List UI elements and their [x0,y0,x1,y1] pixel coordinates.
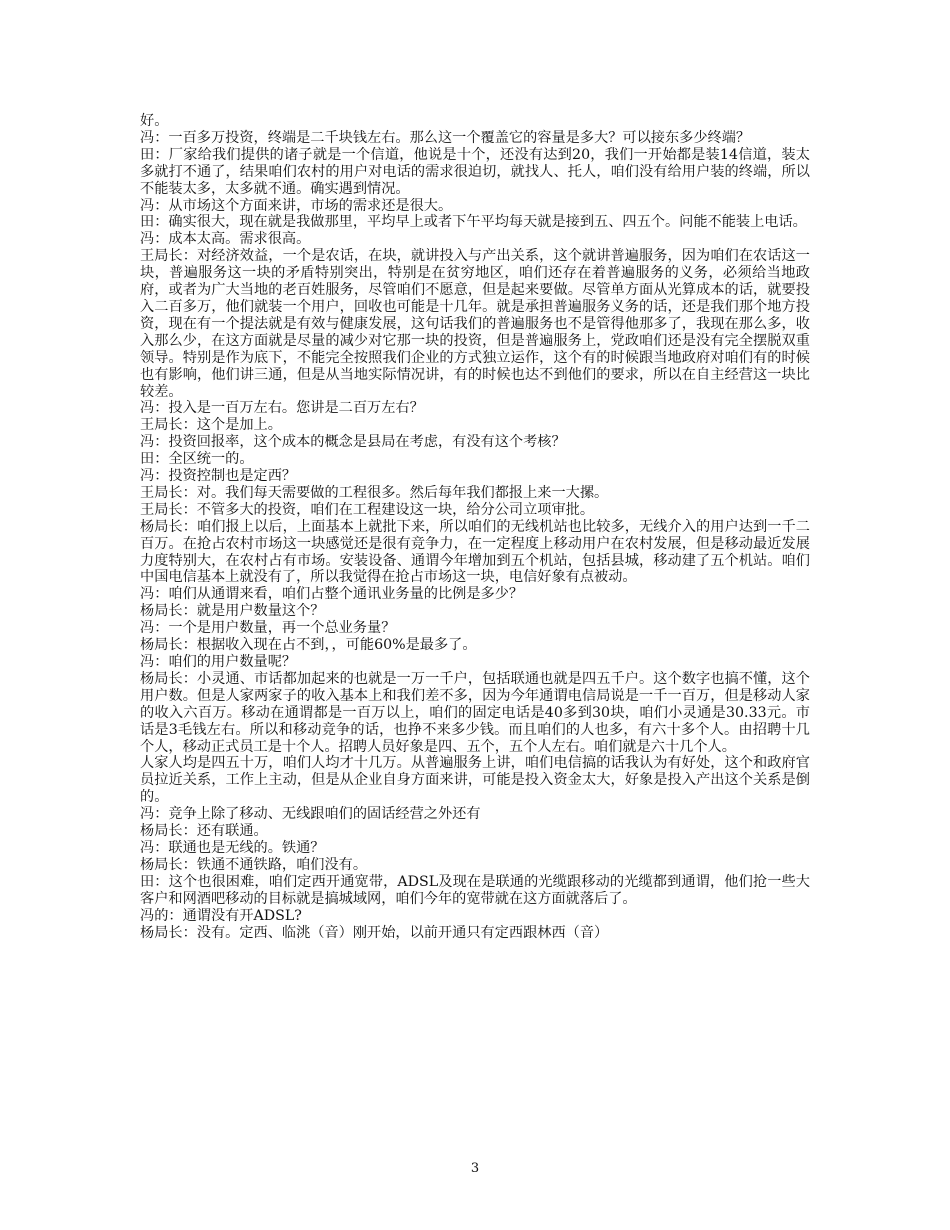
transcript-line: 杨局长：没有。定西、临洮（音）刚开始，以前开通只有定西跟林西（音） [140,924,609,941]
transcript-line: 杨局长：小灵通、市话都加起来的也就是一万一千户，包括联通也就是四五千户。这个数字也搞不懂，这个用户数。但是人家两家子的收入基本上和我们差不多，因为今年通谓电信局说是一千一百万，但是移动人家的收入六百万。移动在通谓都是一百万以上，咱们的固定电话是40多到30块，咱们小灵通是30.33元。市话是3毛钱左右。所以和移动竞争的话，也挣不来多少钱。而且咱们的人也多，有六十多个人。由招聘十几个人，移动正式员工是十个人。招聘人员好象是四、五个，五个人左右。咱们就是六十几个人。 [140,670,810,755]
transcript-line: 王局长：对经济效益，一个是农话，在块，就讲投入与产出关系，这个就讲普遍服务，因为咱们在农话这一块，普遍服务这一块的矛盾特别突出，特别是在贫穷地区，咱们还存在着普遍服务的义务，必须给当地政府，或者为广大当地的老百姓服务，尽管咱们不愿意，但是起来要做。尽管单方面从光算成本的话，就要投入二百多万，他们就装一个用户，回收也可能是十几年。就是承担普遍服务义务的话，还是我们那个地方投资，现在有一个提法就是有效与健康发展，这句话我们的普遍服务也不是管得他那多了，我现在那么多，收入那么少，在这方面就是尽量的减少对它那一块的投资，但是普遍服务上，党政咱们还是没有完全摆脱双重领导。特别是作为底下，不能完全按照我们企业的方式独立运作，这个有的时候跟当地政府对咱们有的时候也有影响，他们讲三通，但是从当地实际情况讲，有的时候也达不到他们的要求，所以在自主经营这一块比较差。 [140,248,810,400]
transcript-line: 冯：咱们的用户数量呢？ [140,654,297,670]
transcript-line: 田：确实很大，现在就是我做那里，平均早上或者下午平均每天就是接到五、四五个。问能不能装上电话。 [140,214,807,231]
transcript-line: 田：这个也很困难，咱们定西开通宽带，ADSL及现在是联通的光缆跟移动的光缆都到通谓，他们抢一些大客户和网酒吧移动的目标就是搞城域网，咱们今年的宽带就在这方面就落后了。 [140,873,810,907]
transcript-line: 杨局长：根据收入现在占不到，，可能60%是最多了。 [140,637,477,654]
transcript-line: 冯：从市场这个方面来讲，市场的需求还是很大。 [140,197,453,214]
transcript-line: 杨局长：铁通不通铁路，咱们没有。 [140,856,368,873]
page-number: 3 [470,1161,480,1176]
transcript-line: 杨局长：咱们报上以后，上面基本上就批下来，所以咱们的无线机站也比较多，无线介入的用户达到一千二百万。在抢占农村市场这一块感觉还是很有竞争力，在一定程度上移动用户在农村发展，但是移动最近发展力度特别大，在农村占有市场。安装设备、通谓今年增加到五个机站，包括县城，移动建了五个机站。咱们中国电信基本上就没有了，所以我觉得在抢占市场这一块，电信好象有点被动。 [140,518,810,586]
transcript-line: 冯：投入是一百万左右。您讲是二百万左右？ [140,400,424,417]
transcript-line: 田：厂家给我们提供的诸子就是一个信道，他说是十个，还没有达到20，我们一开始都是装14信道，装太多就打不通了，结果咱们农村的用户对电话的需求很迫切，就找人、托人，咱们没有给用户装的终端，所以不能装太多，太多就不通。确实遇到情况。 [140,146,810,197]
transcript-line: 好。 [140,113,169,129]
transcript-line: 冯：咱们从通谓来看，咱们占整个通讯业务量的比例是多少？ [140,586,524,603]
transcript-line: 王局长：这个是加上。 [140,417,282,434]
transcript-line: 冯：投资控制也是定西？ [140,468,297,485]
transcript-line: 杨局长：就是用户数量这个？ [140,603,325,620]
transcript-line: 冯的：通谓没有开ADSL? [140,907,302,924]
transcript-line: 冯：一百多万投资，终端是二千块钱左右。那么这一个覆盖它的容量是多大？可以接东多少终端？ [140,129,751,146]
transcript-line: 冯：一个是用户数量，再一个总业务量？ [140,620,396,637]
transcript-line: 冯：竞争上除了移动、无线跟咱们的固话经营之外还有 [140,806,481,823]
transcript-line: 杨局长：还有联通。 [140,823,268,840]
transcript-line: 王局长：不管多大的投资，咱们在工程建设这一块，给分公司立项审批。 [140,501,595,518]
transcript-line: 冯：联通也是无线的。铁通？ [140,839,325,856]
transcript-line: 王局长：对。我们每天需要做的工程很多。然后每年我们都报上来一大摞。 [140,484,609,501]
transcript-line: 田：全区统一的。 [140,451,254,468]
transcript-line: 冯：成本太高。需求很高。 [140,231,311,248]
transcript-body [140,113,810,941]
transcript-line: 人家人均是四五十万，咱们人均才十几万。从普遍服务上讲，咱们电信搞的话我认为有好处，这个和政府官员拉近关系，工作上主动，但是从企业自身方面来讲，可能是投入资金太大，好象是投入产出这个关系是倒的。 [140,755,810,806]
transcript-line: 冯：投资回报率，这个成本的概念是县局在考虑，有没有这个考核？ [140,434,566,451]
